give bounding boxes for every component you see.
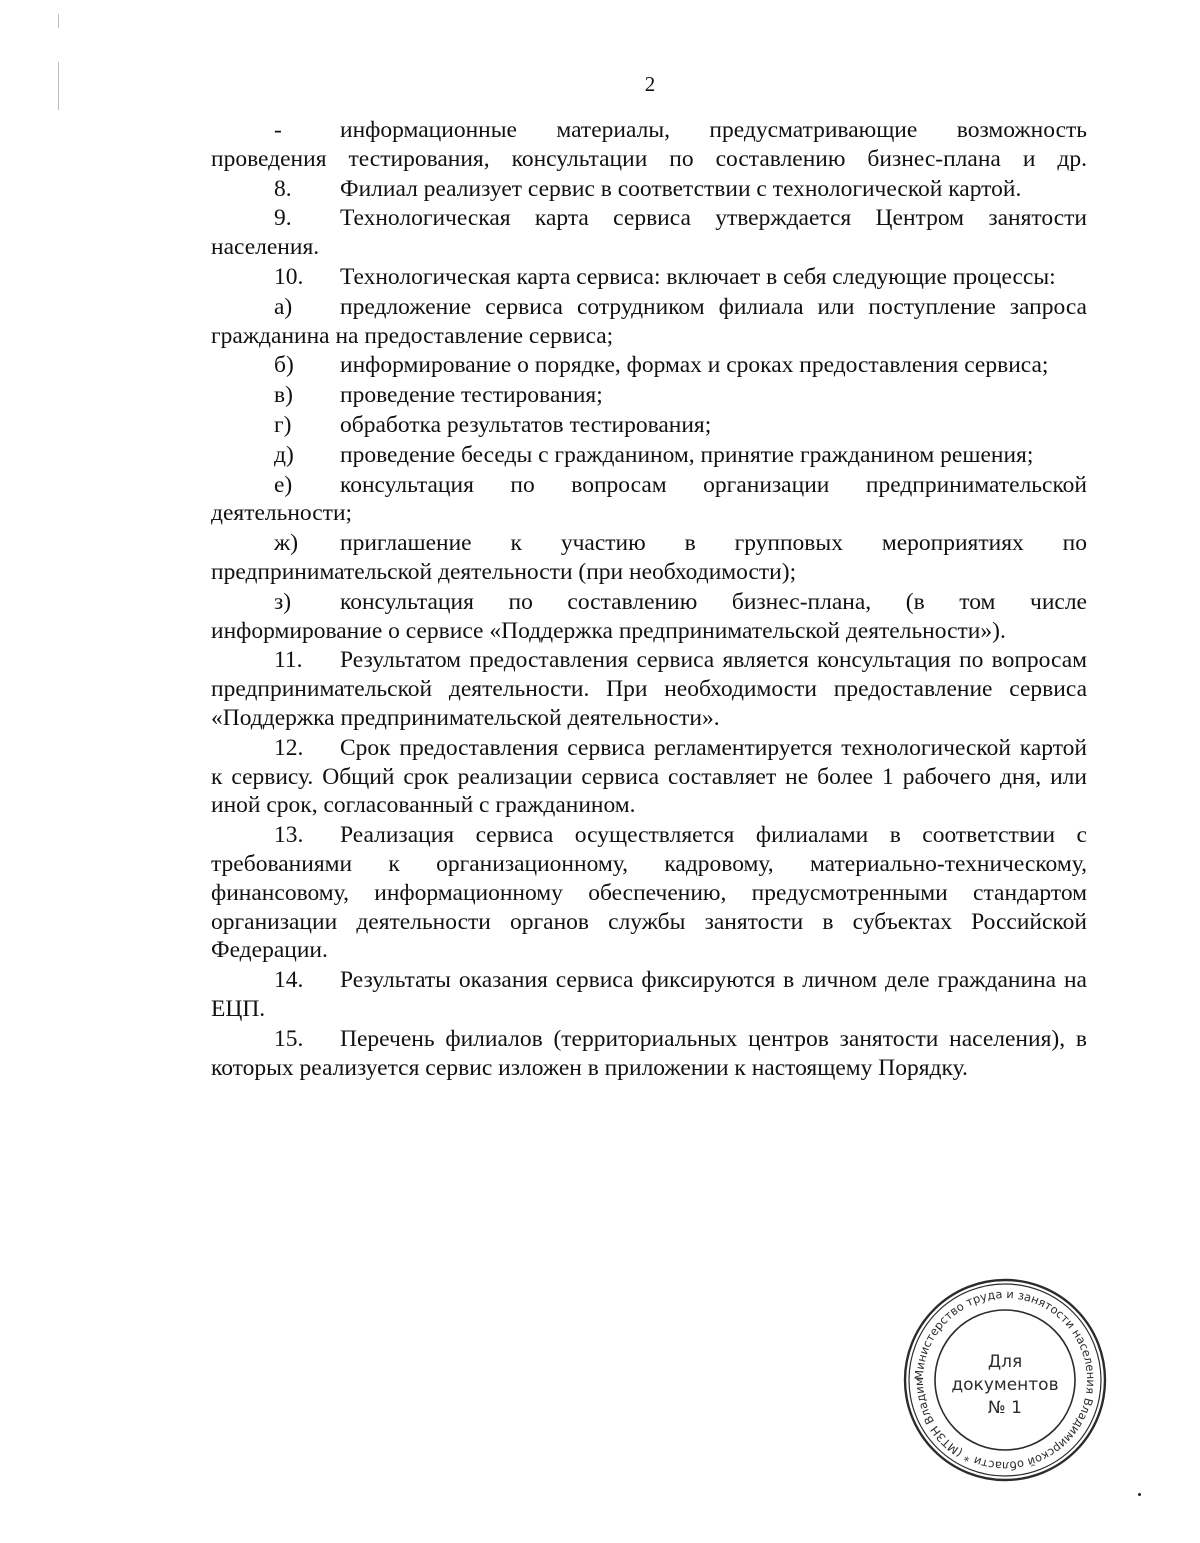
list-item-text: обработка результатов тестирования;: [340, 411, 712, 438]
paragraph-marker: 10.: [274, 263, 304, 290]
paragraph-13: [211, 821, 1087, 965]
paragraph-text: Реализация сервиса осуществляется филиалами в соответствии с требованиями к организационному, кадровому, материально-техническому, финансовому, информационному обеспечению, предусмотренными стандартом организации деятельности органов службы занятости в субъектах Российской Федерации.: [211, 822, 1087, 964]
stamp-line-2: документов: [951, 1375, 1059, 1395]
official-stamp: [900, 1275, 1110, 1485]
paragraph-8: [211, 175, 1087, 204]
list-marker: г): [274, 411, 292, 438]
paragraph-text: информационные материалы, предусматривающие возможность проведения тестирования, консультации по составлению бизнес-плана и др.: [211, 117, 1087, 172]
list-marker: в): [274, 382, 293, 409]
stamp-line-1: Для: [987, 1352, 1023, 1372]
paragraph-text: Филиал реализует сервис в соответствии с технологической картой.: [340, 175, 1022, 202]
list-item-e: [211, 471, 1087, 529]
paragraph-marker: -: [274, 117, 282, 143]
list-item-b: [211, 351, 1087, 380]
paragraph-11: [211, 646, 1087, 732]
paragraph-marker: 11.: [274, 647, 303, 674]
list-item-text: консультация по составлению бизнес-плана, (в том числе информирование о сервисе «Поддержка предпринимательской деятельности»).: [211, 588, 1087, 644]
list-item-a: [211, 293, 1087, 351]
paragraph-9: [211, 204, 1087, 262]
scan-speck: [1138, 1493, 1141, 1496]
paragraph-text: Результаты оказания сервиса фиксируются в личном деле гражданина на ЕЦП.: [211, 967, 1087, 1022]
list-item-text: проведение беседы с гражданином, принятие гражданином решения;: [340, 441, 1034, 468]
page-number: 2: [644, 72, 656, 96]
list-item-text: консультация по вопросам организации предпринимательской деятельности;: [211, 471, 1087, 527]
stamp-ring-text: Министерство труда и занятости населения Владимирской области * (МТЗН Владим: [911, 1286, 1099, 1474]
paragraph-marker: 9.: [274, 205, 292, 232]
paragraph-marker: 8.: [274, 175, 292, 202]
paragraph-12: [211, 734, 1087, 820]
list-item-text: проведение тестирования;: [340, 382, 603, 409]
paragraph-text: Перечень филиалов (территориальных центров занятости населения), в которых реализуется сервис изложен в приложении к настоящему Порядку.: [211, 1025, 1087, 1081]
document-body: [211, 116, 1087, 1083]
paragraph-text: Технологическая карта сервиса: включает в себя следующие процессы:: [340, 263, 1056, 290]
list-item-g: [211, 411, 1087, 440]
paragraph-text: Результатом предоставления сервиса является консультация по вопросам предпринимательской деятельности. При необходимости предоставление сервиса «Поддержка предпринимательской деятельности».: [211, 647, 1087, 731]
list-item-text: предложение сервиса сотрудником филиала или поступление запроса гражданина на предоставление сервиса;: [211, 293, 1087, 349]
list-item-d: [211, 441, 1087, 470]
paragraph-marker: 12.: [274, 734, 304, 761]
paragraph-marker: 14.: [274, 967, 304, 994]
paragraph-14: [211, 966, 1087, 1024]
list-marker: з): [274, 588, 292, 615]
paragraph-10: [211, 263, 1087, 292]
list-marker: ж): [274, 530, 299, 557]
paragraph-text: Срок предоставления сервиса регламентируется технологической картой к сервису. Общий срок реализации сервиса составляет не более 1 рабочего дня, или иной срок, согласованный с гражданином.: [211, 734, 1087, 819]
list-item-zh: [211, 529, 1087, 587]
paragraph-materials: [211, 116, 1087, 174]
paragraph-marker: 15.: [274, 1025, 304, 1052]
list-item-z: [211, 588, 1087, 646]
paragraph-15: [211, 1025, 1087, 1083]
paragraph-marker: 13.: [274, 822, 304, 849]
list-item-text: приглашение к участию в групповых мероприятиях по предпринимательской деятельности (при необходимости);: [211, 530, 1087, 585]
list-marker: а): [274, 293, 293, 320]
paragraph-text: Технологическая карта сервиса утверждается Центром занятости населения.: [211, 205, 1087, 261]
scan-edge-mark: [58, 14, 59, 28]
list-item-v: [211, 381, 1087, 410]
list-marker: б): [274, 352, 294, 379]
list-item-text: информирование о порядке, формах и сроках предоставления сервиса;: [340, 352, 1049, 379]
list-marker: е): [274, 471, 293, 498]
stamp-line-3: № 1: [988, 1398, 1022, 1418]
list-marker: д): [274, 441, 294, 468]
stamp-seal-graphic: [900, 1275, 1110, 1485]
